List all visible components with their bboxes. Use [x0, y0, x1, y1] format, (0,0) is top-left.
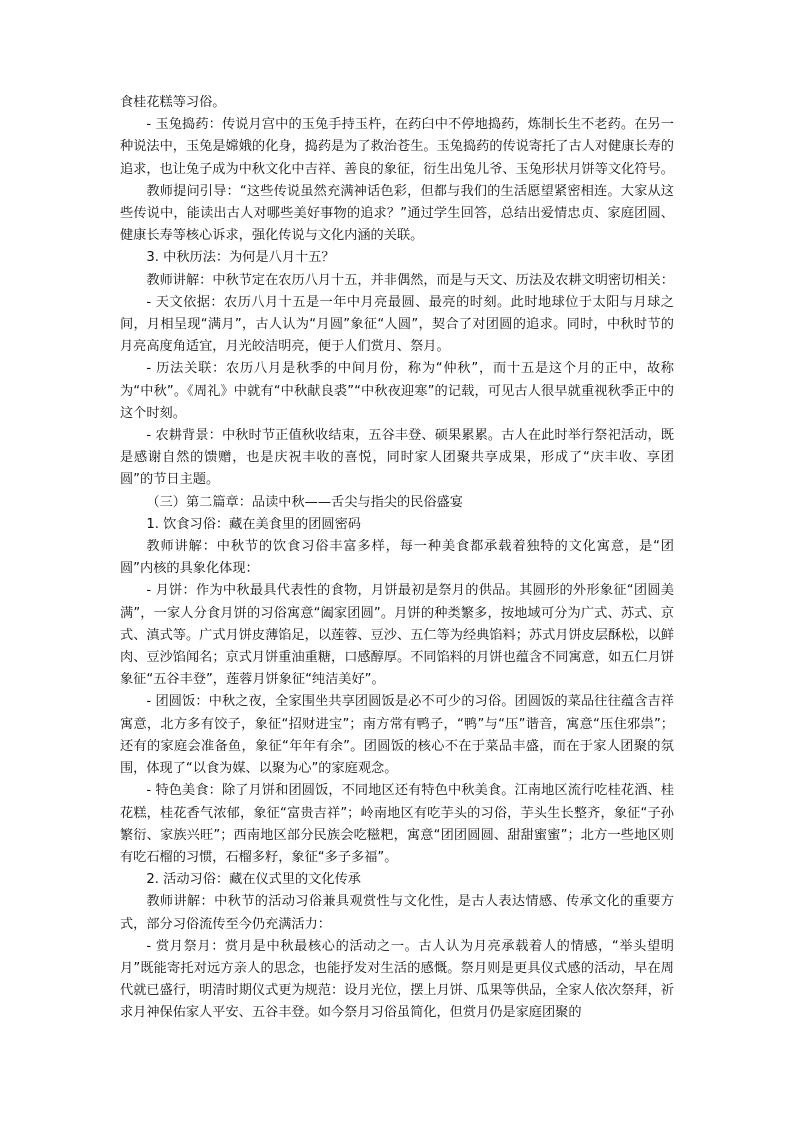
section-heading-activities: 2. 活动习俗：藏在仪式里的文化传承: [146, 872, 361, 888]
list-item-calendar: - 历法关联：农历八月是秋季的中间月份，称为“仲秋”，而十五是这个月的正中，故称为“中秋”。《周礼》中就有“中秋献良裘”“中秋夜迎寒”的记载，可见古人很早就重视秋季正中的这个时刻。: [120, 361, 674, 421]
list-item-jade-rabbit: - 玉兔捣药：传说月宫中的玉兔手持玉杵，在药臼中不停地捣药，炼制长生不老药。在另一种说法中，玉兔是嫦娥的化身，捣药是为了救治苍生。玉兔捣药的传说寄托了古人对健康长寿的追求，也让兔子成为中秋文化中吉祥、善良的象征，衍生出兔儿爷、玉兔形状月饼等文化符号。: [120, 117, 674, 177]
list-item-reunion-dinner: - 团圆饭：中秋之夜，全家围坐共享团圆饭是必不可少的习俗。团圆饭的菜品往往蕴含吉祥寓意，北方多有饺子，象征“招财进宝”；南方常有鸭子，“鸭”与“压”谐音，寓意“压住邪祟”；还有的家庭会准备鱼，象征“年年有余”。团圆饭的核心不在于菜品丰盛，而在于家人团聚的氛围，体现了“以食为媒、以聚为心”的家庭观念。: [120, 694, 674, 777]
section-heading-calendar: 3. 中秋历法：为何是八月十五？: [146, 250, 335, 266]
list-item-mooncake: - 月饼：作为中秋最具代表性的食物，月饼最初是祭月的供品。其圆形的外形象征“团圆美满”，一家人分食月饼的习俗寓意“阖家团圆”。月饼的种类繁多，按地域可分为广式、苏式、京式、滇式等。广式月饼皮薄馅足，以莲蓉、豆沙、五仁等为经典馅料；苏式月饼皮层酥松，以鲜肉、豆沙馅闻名；京式月饼重油重糖，口感醇厚。不同馅料的月饼也蕴含不同寓意，如五仁月饼象征“五谷丰登”，莲蓉月饼象征“纯洁美好”。: [120, 583, 674, 688]
list-item-astronomy: - 天文依据：农历八月十五是一年中月亮最圆、最亮的时刻。此时地球位于太阳与月球之间，月相呈现“满月”，古人认为“月圆”象征“人圆”，契合了对团圆的追求。同时，中秋时节的月亮高度角适宜，月光皎洁明亮，便于人们赏月、祭月。: [120, 294, 674, 355]
document-body: [120, 92, 674, 1025]
list-item-special-food: - 特色美食：除了月饼和团圆饭，不同地区还有特色中秋美食。江南地区流行吃桂花酒、桂花糕，桂花香气浓郁，象征“富贵吉祥”；岭南地区有吃芋头的习俗，芋头生长整齐，象征“子孙繁衍、家族兴旺”；西南地区部分民族会吃糍粑，寓意“团团圆圆、甜甜蜜蜜”；北方一些地区则有吃石榴的习惯，石榴多籽，象征“多子多福”。: [120, 783, 674, 865]
paragraph-teacher-explain: 教师讲解：中秋节定在农历八月十五，并非偶然，而是与天文、历法及农耕文明密切相关：: [146, 272, 674, 288]
section-heading-food: 1. 饮食习俗：藏在美食里的团圆密码: [146, 516, 361, 532]
list-item-farming: - 农耕背景：中秋时节正值秋收结束，五谷丰登、硕果累累。古人在此时举行祭祀活动，既是感谢自然的馈赠，也是庆祝丰收的喜悦，同时家人团聚共享成果，形成了“庆丰收、享团圆”的节日主题。: [120, 428, 674, 488]
paragraph-teacher-explain-food: 教师讲解：中秋节的饮食习俗丰富多样，每一种美食都承载着独特的文化寓意，是“团圆”内核的具象化体现：: [120, 539, 674, 577]
chapter-heading-part-two: （三）第二篇章：品读中秋——舌尖与指尖的民俗盛宴: [146, 494, 463, 510]
paragraph: 食桂花糕等习俗。: [120, 95, 226, 110]
paragraph-teacher-question: 教师提问引导：“这些传说虽然充满神话色彩，但都与我们的生活愿望紧密相连。大家从这些传说中，能读出古人对哪些美好事物的追求？”通过学生回答，总结出爱情忠贞、家庭团圆、健康长寿等核心诉求，强化传说与文化内涵的关联。: [120, 183, 674, 244]
list-item-moon-viewing: - 赏月祭月：赏月是中秋最核心的活动之一。古人认为月亮承载着人的情感，“举头望明月”既能寄托对远方亲人的思念，也能抒发对生活的感慨。祭月则是更具仪式感的活动，早在周代就已盛行，明清时期仪式更为规范：设月光位，摆上月饼、瓜果等供品，全家人依次祭拜，祈求月神保佑家人平安、五谷丰登。如今祭月习俗虽简化，但赏月仍是家庭团聚的: [120, 938, 674, 1021]
paragraph-teacher-explain-activities: 教师讲解：中秋节的活动习俗兼具观赏性与文化性，是古人表达情感、传承文化的重要方式，部分习俗流传至今仍充满活力：: [120, 894, 674, 932]
